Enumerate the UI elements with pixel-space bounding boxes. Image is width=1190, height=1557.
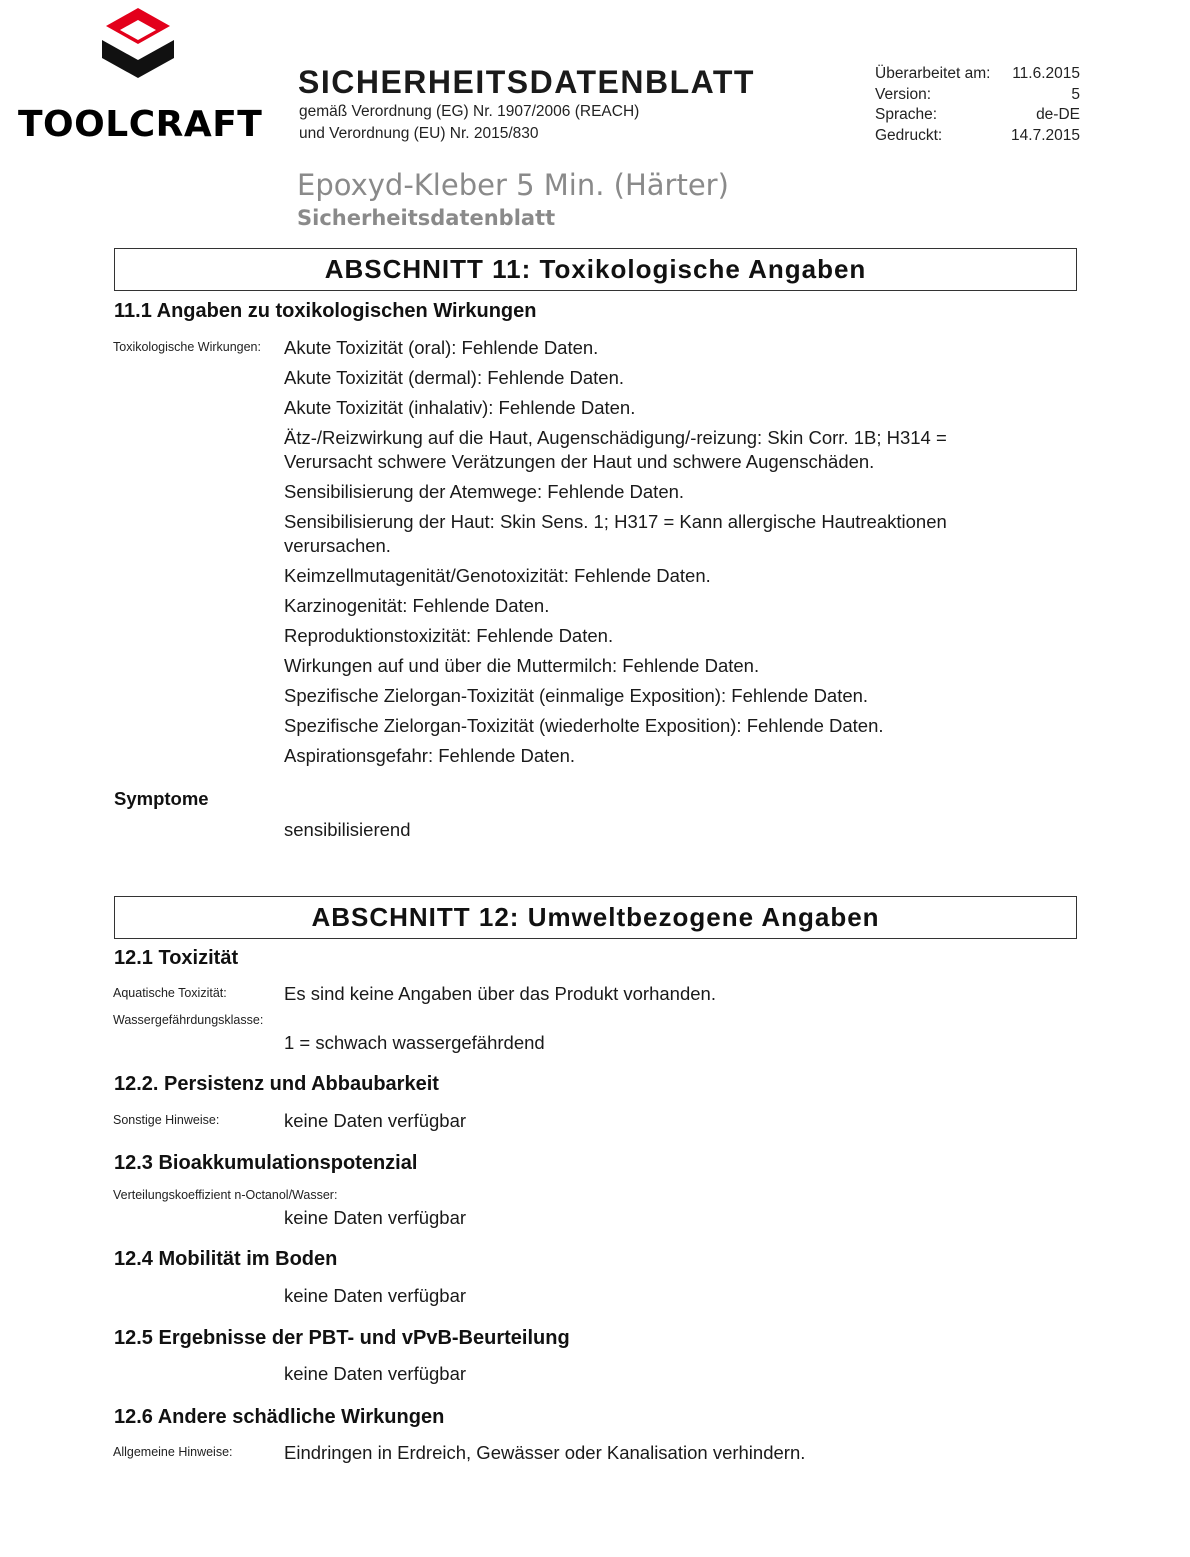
- other-notes-value: keine Daten verfügbar: [284, 1110, 467, 1131]
- soil-mobility-value: keine Daten verfügbar: [284, 1285, 467, 1306]
- subsection-12-3-title: 12.3 Bioakkumulationspotenzial: [114, 1152, 418, 1174]
- hexagon-logo-icon: [100, 6, 176, 82]
- list-item: Sensibilisierung der Atemwege: Fehlende Daten.: [284, 481, 685, 502]
- water-hazard-class-label: Wassergefährdungsklasse:: [113, 1013, 264, 1027]
- meta-value: 14.7.2015: [1011, 126, 1080, 144]
- symptoms-value: sensibilisierend: [284, 819, 411, 840]
- pbt-assessment-value: keine Daten verfügbar: [284, 1363, 467, 1384]
- water-hazard-class-value: 1 = schwach wassergefährdend: [284, 1032, 545, 1053]
- list-item: Akute Toxizität (inhalativ): Fehlende Daten.: [284, 397, 636, 418]
- list-item: Akute Toxizität (dermal): Fehlende Daten.: [284, 367, 625, 388]
- brand-logo: [18, 6, 263, 146]
- aquatic-toxicity-value: Es sind keine Angaben über das Produkt vorhanden.: [284, 983, 716, 1004]
- aquatic-toxicity-label: Aquatische Toxizität:: [113, 986, 227, 1000]
- subsection-11-1-title: 11.1 Angaben zu toxikologischen Wirkungen: [114, 300, 537, 322]
- other-notes-label: Sonstige Hinweise:: [113, 1113, 220, 1127]
- meta-version: [875, 85, 1080, 106]
- subsection-12-4-title: 12.4 Mobilität im Boden: [114, 1248, 338, 1270]
- list-item: Akute Toxizität (oral): Fehlende Daten.: [284, 337, 599, 358]
- product-subtitle: Sicherheitsdatenblatt: [297, 206, 556, 230]
- meta-value: de-DE: [1036, 106, 1080, 123]
- brand-name: TOOLCRAFT: [18, 104, 263, 145]
- list-item: Ätz-/Reizwirkung auf die Haut, Augenschädigung/-reizung: Skin Corr. 1B; H314 = Verursacht schwere Verätzungen der Haut und schwere Augenschäden.: [284, 427, 947, 472]
- document-meta: [875, 64, 1080, 146]
- general-notes-label: Allgemeine Hinweise:: [113, 1445, 233, 1459]
- meta-value: 5: [1071, 85, 1080, 103]
- meta-label: Gedruckt:: [875, 126, 943, 144]
- meta-revised: [875, 64, 1080, 85]
- meta-value: 11.6.2015: [1012, 65, 1080, 82]
- regulation-line-2: und Verordnung (EU) Nr. 2015/830: [299, 125, 539, 142]
- section-11-header: ABSCHNITT 11: Toxikologische Angaben: [114, 248, 1077, 291]
- symptoms-heading: Symptome: [114, 788, 209, 809]
- meta-printed: [875, 126, 1080, 147]
- subsection-12-6-title: 12.6 Andere schädliche Wirkungen: [114, 1406, 445, 1428]
- partition-coefficient-label: Verteilungskoeffizient n-Octanol/Wasser:: [113, 1188, 338, 1202]
- list-item: Keimzellmutagenität/Genotoxizität: Fehlende Daten.: [284, 565, 711, 586]
- partition-coefficient-value: keine Daten verfügbar: [284, 1207, 467, 1228]
- list-item: Karzinogenität: Fehlende Daten.: [284, 595, 550, 616]
- general-notes-value: Eindringen in Erdreich, Gewässer oder Kanalisation verhindern.: [284, 1442, 806, 1463]
- list-item: Reproduktionstoxizität: Fehlende Daten.: [284, 625, 614, 646]
- subsection-12-5-title: 12.5 Ergebnisse der PBT- und vPvB-Beurteilung: [114, 1327, 570, 1349]
- subsection-12-1-title: 12.1 Toxizität: [114, 947, 239, 969]
- toxicological-effects-label: Toxikologische Wirkungen:: [113, 340, 261, 354]
- list-item: Aspirationsgefahr: Fehlende Daten.: [284, 745, 576, 766]
- meta-language: [875, 105, 1080, 126]
- product-name: Epoxyd-Kleber 5 Min. (Härter): [297, 168, 729, 202]
- meta-label: Version:: [875, 85, 932, 103]
- subsection-12-2-title: 12.2. Persistenz und Abbaubarkeit: [114, 1073, 439, 1095]
- section-12-header: ABSCHNITT 12: Umweltbezogene Angaben: [114, 896, 1077, 939]
- list-item: Spezifische Zielorgan-Toxizität (einmalige Exposition): Fehlende Daten.: [284, 685, 869, 706]
- meta-label: Sprache:: [875, 106, 938, 123]
- list-item: Spezifische Zielorgan-Toxizität (wiederholte Exposition): Fehlende Daten.: [284, 715, 884, 736]
- list-item: Sensibilisierung der Haut: Skin Sens. 1; H317 = Kann allergische Hautreaktionen verursachen.: [284, 511, 947, 556]
- regulation-line-1: gemäß Verordnung (EG) Nr. 1907/2006 (REACH): [299, 103, 640, 120]
- list-item: Wirkungen auf und über die Muttermilch: Fehlende Daten.: [284, 655, 760, 676]
- meta-label: Überarbeitet am:: [875, 65, 991, 82]
- document-title: SICHERHEITSDATENBLATT: [298, 64, 755, 100]
- toxicological-effects-list: [284, 336, 1024, 774]
